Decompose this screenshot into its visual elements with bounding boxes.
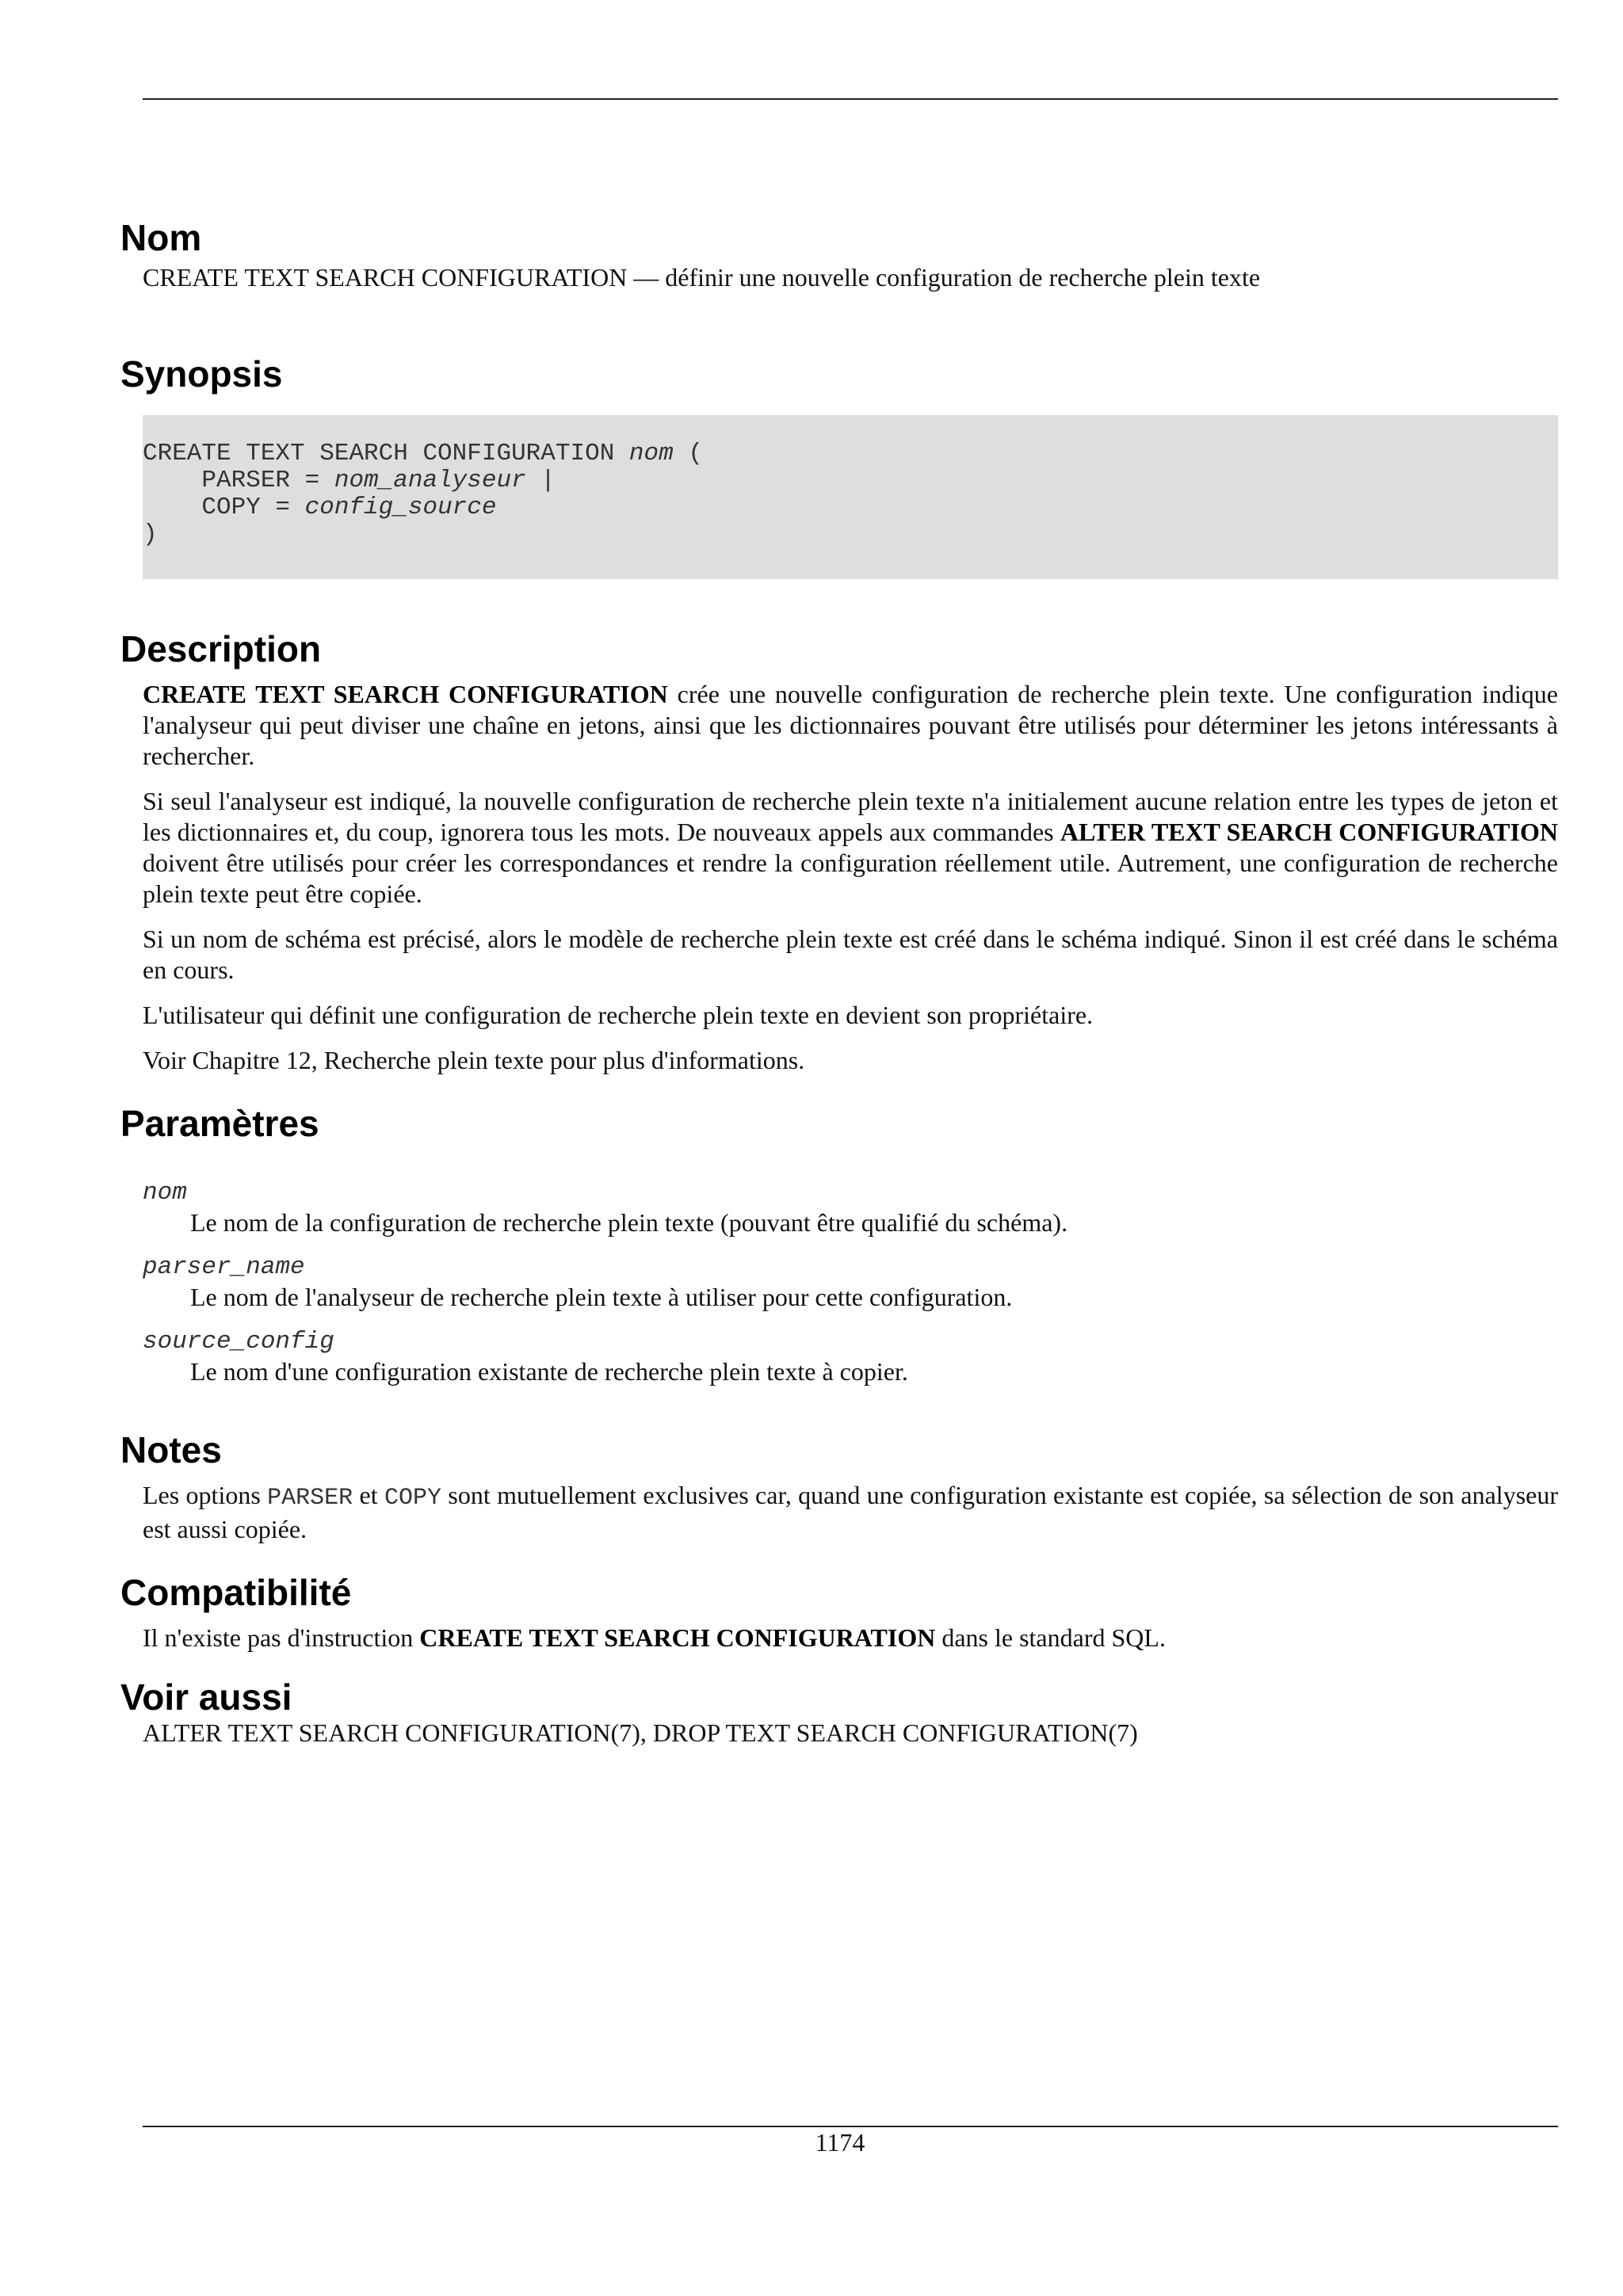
header-rule [143,98,1558,100]
description-p2-bold: ALTER TEXT SEARCH CONFIGURATION [1060,818,1559,846]
compat-text-start: Il n'existe pas d'instruction [143,1623,420,1652]
parameter-list [143,1179,1558,1386]
compat-text-end: dans le standard SQL. [935,1623,1166,1652]
synopsis-line4: ) [143,521,158,548]
synopsis-line2-arg: nom_analyseur [334,467,526,494]
section-synopsis [120,350,1558,579]
section-description [120,625,1558,1076]
section-voir-aussi [120,1677,1558,1749]
heading-synopsis: Synopsis [120,353,283,395]
heading-parametres: Paramètres [120,1103,319,1144]
synopsis-line1-arg: nom [628,440,674,467]
refname-text: CREATE TEXT SEARCH CONFIGURATION — définir une nouvelle configuration de recherche plein texte [143,263,1261,292]
section-notes [120,1426,1558,1545]
compat-command-name: CREATE TEXT SEARCH CONFIGURATION [419,1623,936,1652]
heading-compatibilite: Compatibilité [120,1572,352,1613]
param-term: source_config [143,1328,334,1356]
compatibilite-paragraph [143,1623,1558,1653]
voir-aussi-links: ALTER TEXT SEARCH CONFIGURATION(7), DROP TEXT SEARCH CONFIGURATION(7) [143,1718,1138,1747]
description-paragraph-4: L'utilisateur qui définit une configuration de recherche plein texte en devient son propriétaire. [143,1001,1094,1029]
description-p2-end: doivent être utilisés pour créer les correspondances et rendre la configuration réellement utile. Autrement, une configuration de recherche plein texte peut être copiée. [143,849,1558,908]
heading-notes: Notes [120,1429,222,1470]
synopsis-line1-keyword: CREATE TEXT SEARCH CONFIGURATION [143,440,629,467]
section-compatibilite [120,1569,1558,1653]
synopsis-line2-keyword: PARSER = [143,467,334,494]
page-content [120,214,1558,1749]
code-copy: COPY [384,1485,442,1512]
section-parametres [120,1100,1558,1386]
notes-paragraph [143,1480,1558,1545]
section-nom [120,214,1558,293]
page-number: 1174 [815,2128,865,2157]
synopsis-line3-arg: config_source [304,494,497,521]
description-command-name: CREATE TEXT SEARCH CONFIGURATION [143,680,668,708]
footer-rule [143,2126,1558,2127]
heading-voir-aussi: Voir aussi [120,1676,292,1718]
description-paragraph-5: Voir Chapitre 12, Recherche plein texte pour plus d'informations. [143,1046,805,1074]
heading-nom: Nom [120,217,202,258]
code-parser: PARSER [267,1485,353,1512]
synopsis-line1-end: ( [673,440,703,467]
notes-text-start: Les options [143,1481,268,1509]
param-term: parser_name [143,1253,305,1281]
notes-text-end: sont mutuellement exclusives car, quand une configuration existante est copiée, sa sélection de son analyseur est aussi copiée. [143,1481,1559,1543]
notes-text-mid: et [353,1481,384,1509]
param-definition: Le nom de l'analyseur de recherche plein texte à utiliser pour cette configuration. [190,1283,1013,1311]
description-p2-start: Si seul l'analyseur est indiqué, la nouvelle configuration de recherche plein texte n'a initialement aucune relation entre les types de jeton et les dictionnaires et, du coup, ignorera tous les mots. De nouveaux appels aux commandes [143,787,1558,846]
heading-description: Description [120,628,322,669]
param-definition: Le nom d'une configuration existante de recherche plein texte à copier. [190,1357,908,1386]
description-paragraph-3: Si un nom de schéma est précisé, alors le modèle de recherche plein texte est créé dans le schéma indiqué. Sinon il est créé dans le schéma en cours. [143,925,1558,984]
synopsis-line2-end: | [525,467,556,494]
synopsis-code-block [143,415,1558,579]
description-paragraph-2 [143,786,1558,910]
param-term: nom [143,1179,187,1207]
description-paragraph-1 [143,679,1558,772]
synopsis-line3-keyword: COPY = [143,494,305,521]
param-definition: Le nom de la configuration de recherche plein texte (pouvant être qualifié du schéma). [190,1208,1068,1237]
description-p1-text: crée une nouvelle configuration de recherche plein texte. Une configuration indique l'analyseur qui peut diviser une chaîne en jetons, ainsi que les dictionnaires pouvant être utilisés pour déterminer les jetons intéressants à rechercher. [143,680,1559,770]
